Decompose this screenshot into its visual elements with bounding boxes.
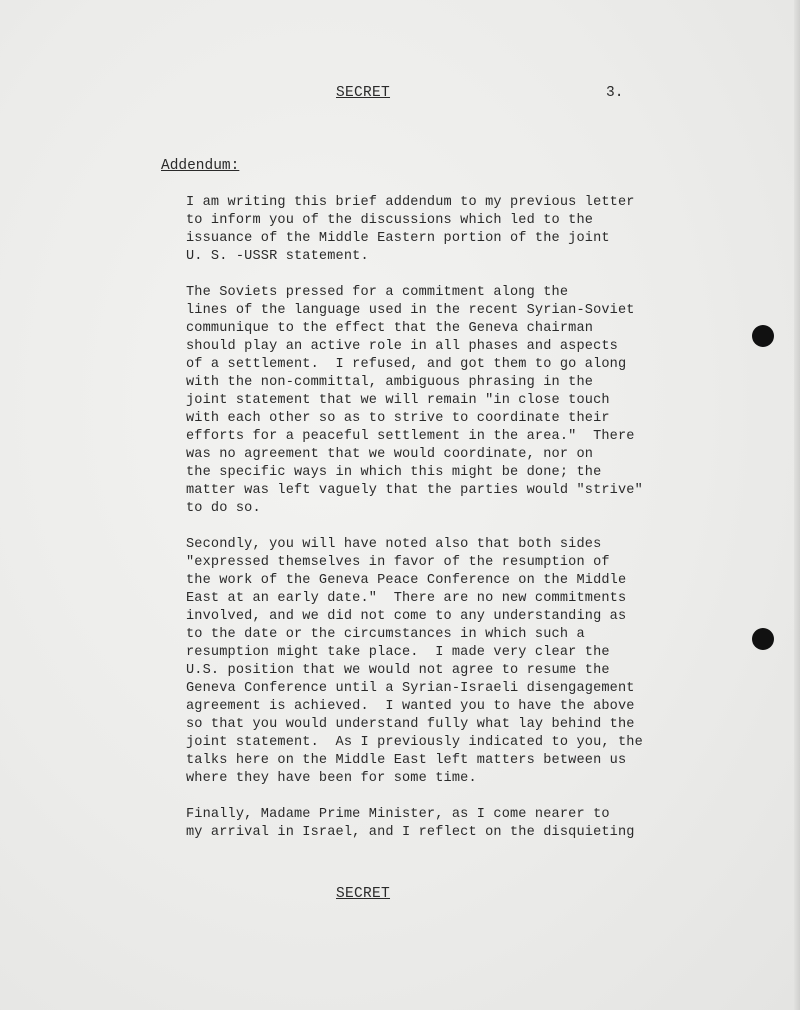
paragraph-4 bbox=[186, 806, 656, 842]
text-line: to do so. bbox=[186, 501, 261, 516]
text-line: U. S. -USSR statement. bbox=[186, 249, 369, 264]
text-line: to inform you of the discussions which led to the bbox=[186, 213, 594, 228]
text-line: I am writing this brief addendum to my previous letter bbox=[186, 195, 635, 210]
text-line: matter was left vaguely that the parties would "strive" bbox=[186, 483, 643, 498]
text-line: with the non-committal, ambiguous phrasing in the bbox=[186, 375, 594, 390]
text-line: of a settlement. I refused, and got them to go along bbox=[186, 357, 627, 372]
text-line: East at an early date." There are no new commitments bbox=[186, 591, 627, 606]
punch-hole-mark bbox=[752, 628, 774, 650]
text-line: agreement is achieved. I wanted you to have the above bbox=[186, 699, 635, 714]
text-line: with each other so as to strive to coordinate their bbox=[186, 411, 610, 426]
punch-hole-mark bbox=[752, 325, 774, 347]
text-line: U.S. position that we would not agree to resume the bbox=[186, 663, 610, 678]
text-line: efforts for a peaceful settlement in the area." There bbox=[186, 429, 635, 444]
page-edge-shadow bbox=[794, 0, 800, 1010]
text-line: my arrival in Israel, and I reflect on the disquieting bbox=[186, 825, 635, 840]
text-line: should play an active role in all phases and aspects bbox=[186, 339, 618, 354]
page-number: 3. bbox=[606, 85, 624, 101]
paragraph-2 bbox=[186, 284, 656, 518]
text-line: so that you would understand fully what lay behind the bbox=[186, 717, 635, 732]
text-line: Finally, Madame Prime Minister, as I come nearer to bbox=[186, 807, 610, 822]
text-line: joint statement that we will remain "in close touch bbox=[186, 393, 610, 408]
text-line: "expressed themselves in favor of the resumption of bbox=[186, 555, 610, 570]
text-line: communique to the effect that the Geneva chairman bbox=[186, 321, 594, 336]
classification-footer: SECRET bbox=[336, 886, 391, 902]
text-line: The Soviets pressed for a commitment along the bbox=[186, 285, 569, 300]
text-line: lines of the language used in the recent Syrian-Soviet bbox=[186, 303, 635, 318]
text-line: resumption might take place. I made very clear the bbox=[186, 645, 610, 660]
text-line: issuance of the Middle Eastern portion of the joint bbox=[186, 231, 610, 246]
paragraph-3 bbox=[186, 536, 656, 788]
text-line: Secondly, you will have noted also that both sides bbox=[186, 537, 602, 552]
text-line: the work of the Geneva Peace Conference on the Middle bbox=[186, 573, 627, 588]
text-line: involved, and we did not come to any understanding as bbox=[186, 609, 627, 624]
paragraph-1 bbox=[186, 194, 656, 266]
text-line: Geneva Conference until a Syrian-Israeli disengagement bbox=[186, 681, 635, 696]
text-line: talks here on the Middle East left matters between us bbox=[186, 753, 627, 768]
letter-body bbox=[186, 194, 656, 860]
text-line: where they have been for some time. bbox=[186, 771, 477, 786]
text-line: joint statement. As I previously indicated to you, the bbox=[186, 735, 643, 750]
classification-header: SECRET bbox=[336, 85, 391, 101]
addendum-heading: Addendum: bbox=[161, 158, 240, 174]
text-line: the specific ways in which this might be done; the bbox=[186, 465, 602, 480]
text-line: to the date or the circumstances in which such a bbox=[186, 627, 585, 642]
text-line: was no agreement that we would coordinate, nor on bbox=[186, 447, 594, 462]
